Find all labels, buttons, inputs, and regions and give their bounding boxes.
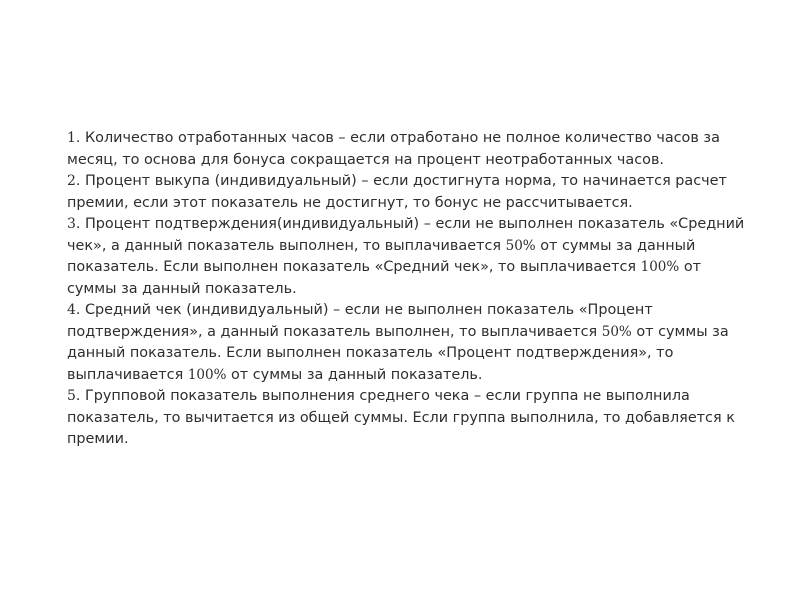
item-text-part: от суммы за данный показатель. <box>67 259 701 297</box>
item-text-part: от суммы за данный показатель. <box>231 366 483 383</box>
bonus-rules-list <box>67 128 747 451</box>
item-number: 2. <box>67 173 81 189</box>
list-item <box>67 128 747 171</box>
list-item <box>67 171 747 214</box>
item-number: 3. <box>67 216 81 232</box>
item-text-part: Процент подтверждения(индивидуальный) – если не выполнен показатель «Средний чек», а данный показатель выполнен, то выплачивается <box>67 216 745 254</box>
item-number: 5. <box>67 388 81 404</box>
item-text: Процент выкупа (индивидуальный) – если достигнута норма, то начинается расчет премии, если этот показатель не достигнут, то бонус не рассчитывается. <box>67 173 727 211</box>
list-item <box>67 300 747 386</box>
item-number: 4. <box>67 302 81 318</box>
item-number: 1. <box>67 130 81 146</box>
percent-value: 50% <box>505 237 536 254</box>
item-text: Групповой показатель выполнения среднего чека – если группа не выполнила показатель, то вычитается из общей суммы. Если группа выполнила, то добавляется к премии. <box>67 388 735 447</box>
item-text-part: Средний чек (индивидуальный) – если не выполнен показатель «Процент подтверждения», а данный показатель выполнен, то выплачивается <box>67 302 653 340</box>
item-text-part: от суммы за данный показатель. Если выполнен показатель «Средний чек», то выплачивается <box>67 237 696 275</box>
percent-value: 100% <box>187 366 227 383</box>
item-text-part: от суммы за данный показатель. Если выполнен показатель «Процент подтверждения», то выплачивается <box>67 323 729 383</box>
list-item <box>67 386 747 451</box>
percent-value: 50% <box>601 323 632 340</box>
list-item <box>67 214 747 300</box>
percent-value: 100% <box>640 259 680 275</box>
item-text: Количество отработанных часов – если отработано не полное количество часов за месяц, то основа для бонуса сокращается на процент неотработанных часов. <box>67 130 720 168</box>
